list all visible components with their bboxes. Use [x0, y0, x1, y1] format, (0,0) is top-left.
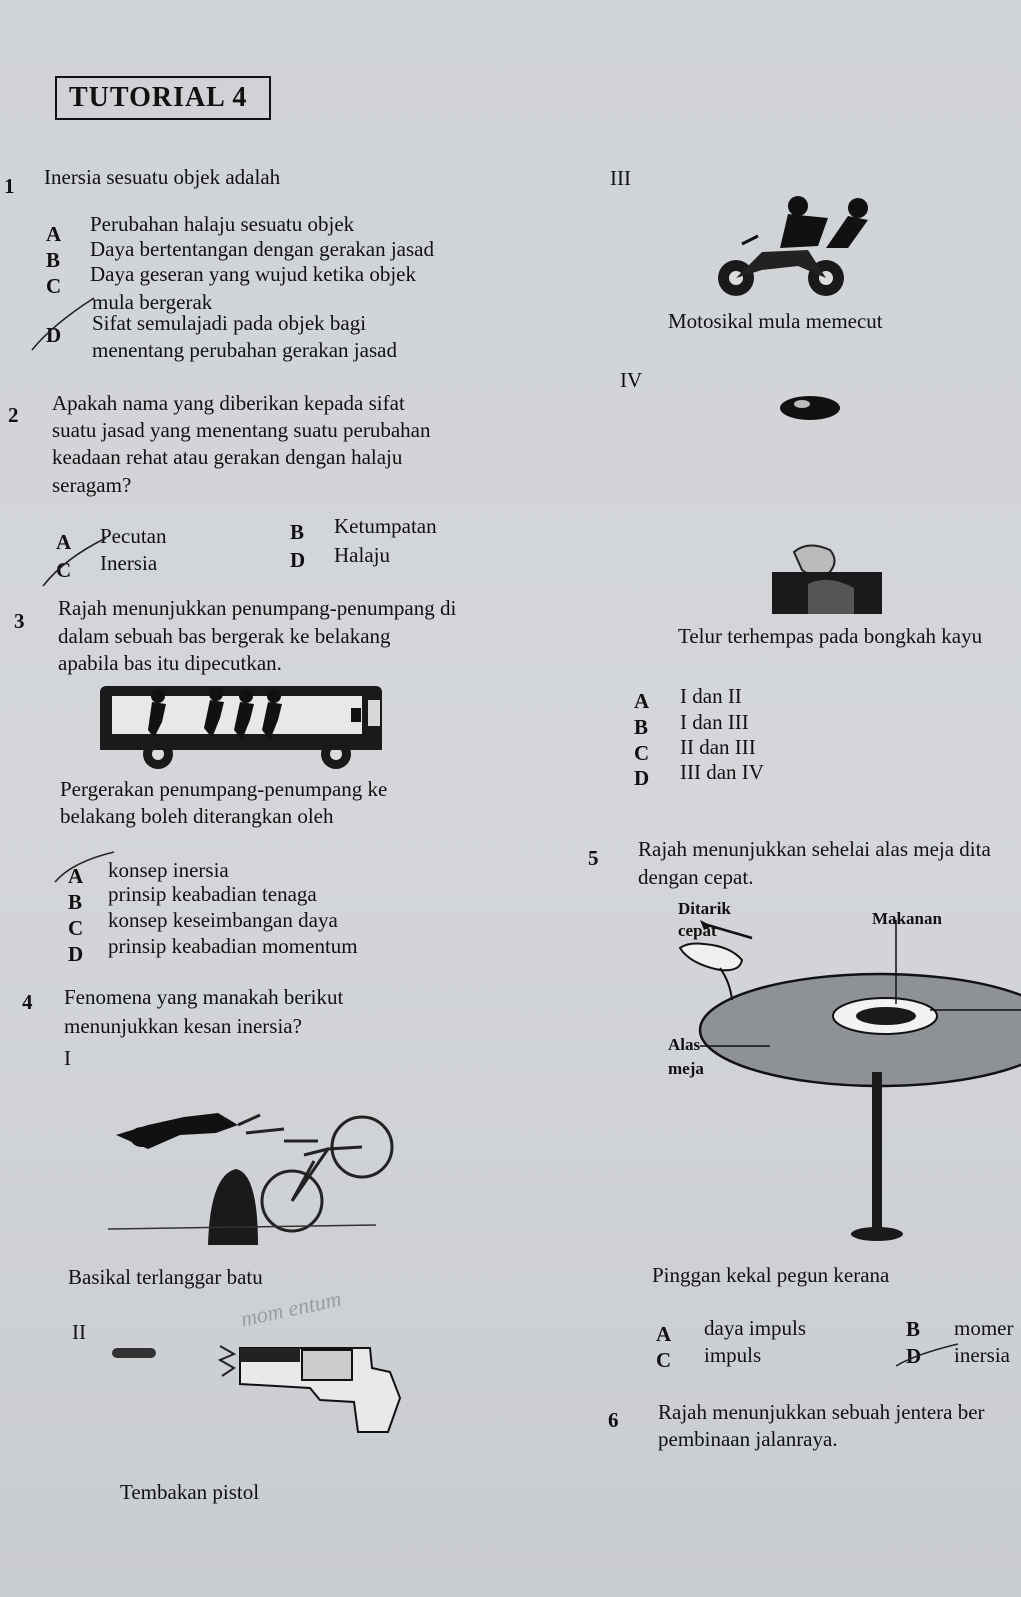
q2-option-b-text: Ketumpatan [334, 514, 437, 538]
q2-option-d-text: Halaju [334, 543, 390, 567]
q5-option-d-text: inersia [954, 1343, 1010, 1367]
q2-stem-line4: seragam? [52, 473, 132, 497]
egg-falling-illustration [776, 392, 844, 424]
q5-option-b-letter: B [906, 1317, 921, 1341]
q1-option-d-text: Sifat semulajadi pada objek bagi [92, 311, 367, 335]
q3-option-b-text: prinsip keabadian tenaga [108, 882, 317, 906]
q4-item-ii-numeral: II [72, 1320, 86, 1344]
q4-item-i-numeral: I [64, 1046, 71, 1070]
q4-item-iv-caption: Telur terhempas pada bongkah kayu [678, 624, 983, 648]
q4-option-b-text: I dan III [680, 710, 749, 734]
q2-option-d-letter: D [290, 548, 306, 572]
q3-option-a-letter: A [68, 864, 84, 888]
q4-item-iii-numeral: III [610, 166, 631, 190]
q4-option-a-letter: A [634, 689, 650, 713]
q4-item-iv-numeral: IV [620, 368, 643, 392]
q3-stem2-line2: belakang boleh diterangkan oleh [60, 804, 334, 828]
q2-number: 2 [8, 403, 19, 427]
q6-stem-line2: pembinaan jalanraya. [658, 1427, 838, 1451]
q4-item-ii-caption: Tembakan pistol [120, 1480, 260, 1504]
q1-option-c-letter: C [46, 274, 62, 298]
q4-stem-line1: Fenomena yang manakah berikut [64, 985, 344, 1009]
q4-option-d-letter: D [634, 766, 650, 790]
q6-stem-line1: Rajah menunjukkan sebuah jentera ber [658, 1400, 985, 1424]
q3-number: 3 [14, 609, 25, 633]
q1-stem: Inersia sesuatu objek adalah [44, 165, 281, 189]
q2-stem-line3: keadaan rehat atau gerakan dengan halaju [52, 445, 403, 469]
q3-stem2-line1: Pergerakan penumpang-penumpang ke [60, 777, 388, 801]
q4-option-c-letter: C [634, 741, 650, 765]
q1-option-a-letter: A [46, 222, 62, 246]
q5-option-c-text: impuls [704, 1343, 762, 1367]
q2-option-a-letter: A [56, 530, 72, 554]
q3-stem-line1: Rajah menunjukkan penumpang-penumpang di [58, 596, 457, 620]
q3-option-c-text: konsep keseimbangan daya [108, 908, 338, 932]
q5-label-food: Makanan [872, 909, 942, 928]
q2-option-c-letter: C [56, 558, 72, 582]
q5-option-d-letter: D [906, 1344, 922, 1368]
answer-tick-mark [30, 290, 100, 352]
q5-stem-line1: Rajah menunjukkan sehelai alas meja dita [638, 837, 991, 861]
q4-option-c-text: II dan III [680, 735, 756, 759]
pencil-handwriting: mom entum [238, 1285, 344, 1332]
q1-option-b-text: Daya bertentangan dengan gerakan jasad [90, 237, 434, 261]
q1-option-c-text: Daya geseran yang wujud ketika objek [90, 262, 416, 286]
q5-label-pulled-1: Ditarik [678, 899, 731, 918]
q5-option-c-letter: C [656, 1348, 672, 1372]
q3-option-b-letter: B [68, 890, 83, 914]
q4-item-iii-caption: Motosikal mula memecut [668, 309, 883, 333]
q1-option-a-text: Perubahan halaju sesuatu objek [90, 212, 355, 236]
bus-passengers-illustration [96, 678, 390, 776]
q5-option-a-text: daya impuls [704, 1316, 807, 1340]
motorcycle-illustration [708, 196, 886, 306]
q4-option-a-text: I dan II [680, 684, 742, 708]
q5-option-a-letter: A [656, 1322, 672, 1346]
q3-stem-line3: apabila bas itu dipecutkan. [58, 651, 282, 675]
q1-option-d-letter: D [46, 323, 62, 347]
q5-number: 5 [588, 846, 599, 870]
q4-number: 4 [22, 990, 33, 1014]
q5-option-b-text: momer [954, 1316, 1014, 1340]
q3-option-d-letter: D [68, 942, 84, 966]
q4-option-b-letter: B [634, 715, 649, 739]
q2-option-c-text: Inersia [100, 551, 158, 575]
tablecloth-diagram [660, 920, 1021, 1260]
q5-stem-line2: dengan cepat. [638, 865, 754, 889]
q6-number: 6 [608, 1408, 619, 1432]
q5-label-cloth-2: meja [668, 1059, 704, 1078]
q2-option-a-text: Pecutan [100, 524, 167, 548]
q5-caption: Pinggan kekal pegun kerana [652, 1263, 890, 1287]
page-title: TUTORIAL 4 [55, 76, 271, 120]
q3-stem-line2: dalam sebuah bas bergerak ke belakang [58, 624, 391, 648]
q1-option-d-text2: menentang perubahan gerakan jasad [92, 338, 397, 362]
q2-stem-line1: Apakah nama yang diberikan kepada sifat [52, 391, 405, 415]
answer-tick-mark [52, 846, 118, 886]
pistol-illustration [110, 1340, 406, 1440]
q3-option-c-letter: C [68, 916, 84, 940]
q1-number: 1 [4, 174, 15, 198]
q5-label-pulled-2: cepat [678, 921, 717, 940]
q3-option-a-text: konsep inersia [108, 858, 229, 882]
answer-tick-mark [40, 528, 110, 588]
q1-option-c-text2: mula bergerak [92, 290, 213, 314]
q4-option-d-text: III dan IV [680, 760, 764, 784]
bicycle-crash-illustration [108, 1105, 404, 1265]
q1-option-b-letter: B [46, 248, 61, 272]
q4-stem-line2: menunjukkan kesan inersia? [64, 1014, 302, 1038]
q3-option-d-text: prinsip keabadian momentum [108, 934, 358, 958]
q4-item-i-caption: Basikal terlanggar batu [68, 1265, 263, 1289]
q2-option-b-letter: B [290, 520, 305, 544]
q2-stem-line2: suatu jasad yang menentang suatu perubahan [52, 418, 431, 442]
wooden-block-illustration [768, 544, 886, 620]
q5-label-cloth-1: Alas [668, 1035, 701, 1054]
answer-tick-mark [892, 1340, 964, 1370]
